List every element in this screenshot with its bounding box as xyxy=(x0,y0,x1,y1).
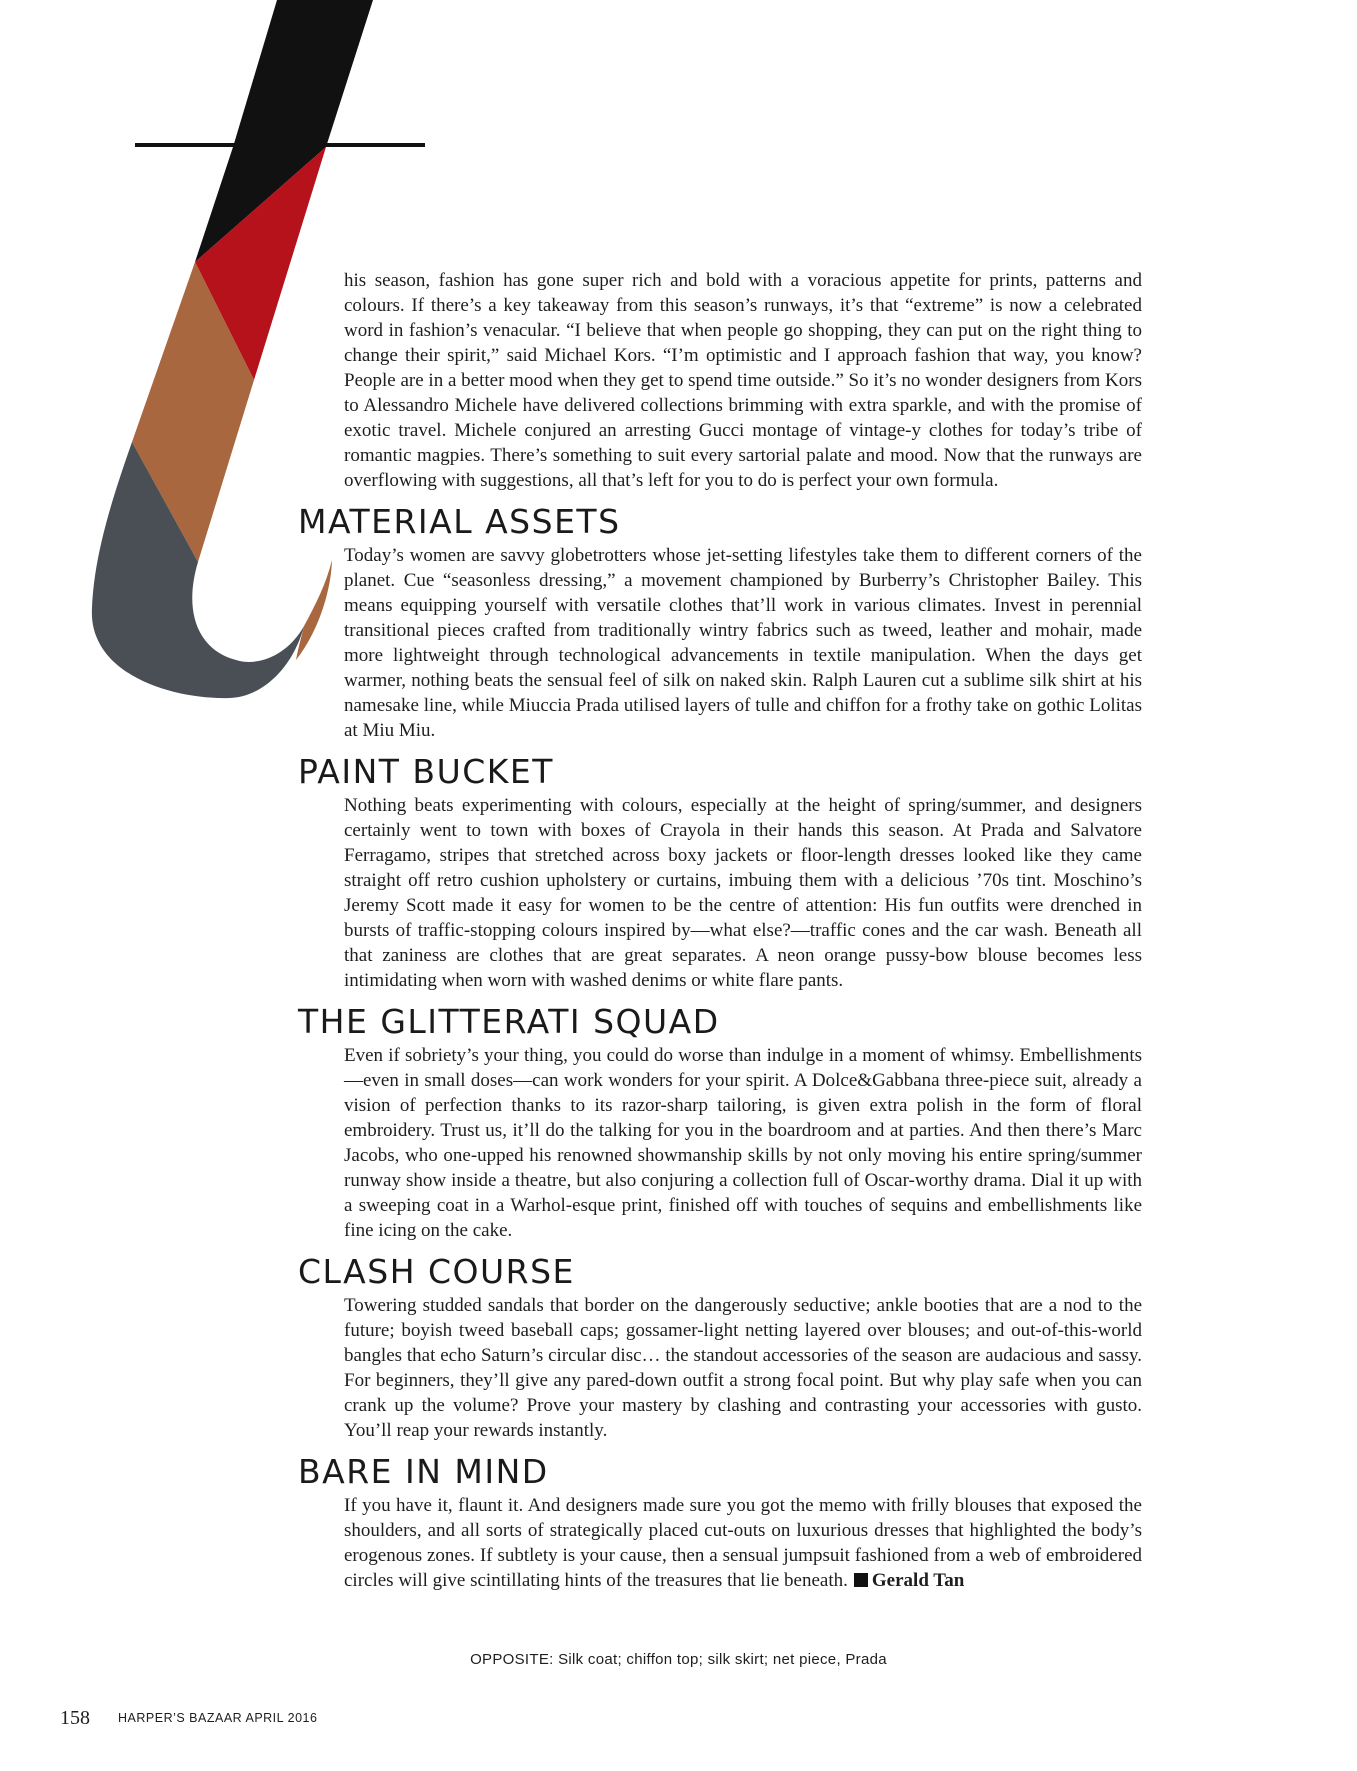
bare-in-mind-text: If you have it, flaunt it. And designers made sure you got the memo with frilly blouses that exposed the shoulders, and all sorts of strategically placed cut-outs on luxurious dresses that highlighted the body’s erogenous zones. If subtlety is your cause, then a sensual jumpsuit fashioned from a web of embroidered circles will give scintillating hints of the treasures that lie beneath. xyxy=(344,1495,1142,1591)
page-number: 158 xyxy=(60,1707,90,1729)
section-body-material-assets: Today’s women are savvy globetrotters whose jet-setting lifestyles take them to different corners of the planet. Cue “seasonless dressing,” a movement championed by Burberry’s Christopher Bailey. This means equipping yourself with versatile clothes that’ll work in various climates. Invest in perennial transitional pieces crafted from traditionally wintry fabrics such as tweed, leather and mohair, made more lightweight through technological advancements in textile manipulation. When the days get warmer, nothing beats the sensual feel of silk on naked skin. Ralph Lauren cut a sublime silk shirt at his namesake line, while Miuccia Prada utilised layers of tulle and chiffon for a frothy take on gothic Lolitas at Miu Miu. xyxy=(344,545,1142,741)
folio xyxy=(60,1707,317,1730)
section-heading-material-assets: MATERIAL ASSETS xyxy=(298,502,621,541)
section-heading-clash-course: CLASH COURSE xyxy=(298,1252,575,1291)
magazine-issue: HARPER’S BAZAAR APRIL 2016 xyxy=(118,1711,318,1725)
end-mark-icon xyxy=(854,1573,868,1587)
section-heading-bare-in-mind: BARE IN MIND xyxy=(298,1452,549,1491)
intro-paragraph: his season, fashion has gone super rich and bold with a voracious appetite for prints, patterns and colours. If there’s a key takeaway from this season’s runways, it’s that “extreme” is now a celebrated word in fashion’s venacular. “I believe that when people go shopping, they can put on the right thing to change their spirit,” said Michael Kors. “I’m optimistic and I approach fashion that way, you know? People are in a better mood when they get to spend time outside.” So it’s no wonder designers from Kors to Alessandro Michele have delivered collections brimming with extra sparkle, and with the promise of exotic travel. Michele conjured an arresting Gucci montage of vintage-y clothes for today’s tribe of romantic magpies. There’s something to suit every sartorial palate and mood. Now that the runways are overflowing with suggestions, all that’s left for you to do is perfect your own formula. xyxy=(344,270,1142,491)
section-body-bare-in-mind xyxy=(344,1493,1142,1593)
dropcap-crossbar xyxy=(135,143,425,147)
section-body-clash-course: Towering studded sandals that border on the dangerously seductive; ankle booties that are a nod to the future; boyish tweed baseball caps; gossamer-light netting layered over blouses; and out-of-this-world bangles that echo Saturn’s circular disc… the standout accessories of the season are audacious and sassy. For beginners, they’ll give any pared-down outfit a strong focal point. But why play safe when you can crank up the volume? Prove your mastery by clashing and contrasting your accessories with gusto. You’ll reap your rewards instantly. xyxy=(344,1295,1142,1441)
section-heading-glitterati-squad: THE GLITTERATI SQUAD xyxy=(298,1002,720,1041)
section-body-paint-bucket: Nothing beats experimenting with colours, especially at the height of spring/summer, and designers certainly went to town with boxes of Crayola in their hands this season. At Prada and Salvatore Ferragamo, stripes that stretched across boxy jackets or floor-length dresses looked like they came straight off retro cushion upholstery or curtains, imbuing them with a delicious ’70s tint. Moschino’s Jeremy Scott made it easy for women to be the centre of attention: His fun outfits were drenched in bursts of traffic-stopping colours inspired by—what else?—traffic cones and the car wash. Beneath all that zaniness are clothes that are great separates. A neon orange pussy-bow blouse becomes less intimidating when worn with washed denims or white flare pants. xyxy=(344,795,1142,991)
dropcap-black-band xyxy=(233,0,373,147)
photo-caption: OPPOSITE: Silk coat; chiffon top; silk skirt; net piece, Prada xyxy=(470,1651,887,1668)
section-heading-paint-bucket: PAINT BUCKET xyxy=(298,752,554,791)
article-body xyxy=(298,268,1142,1593)
byline: Gerald Tan xyxy=(871,1570,965,1591)
section-body-glitterati-squad: Even if sobriety’s your thing, you could do worse than indulge in a moment of whimsy. Embellishments—even in small doses—can work wonders for your spirit. A Dolce&Gabbana three-piece suit, already a vision of perfection thanks to its razor-sharp tailoring, is given extra polish in the form of floral embroidery. Trust us, it’ll do the talking for you in the boardroom and at parties. And then there’s Marc Jacobs, who one-upped his renowned showmanship skills by not only moving his entire spring/summer runway show inside a theatre, but also conjuring a collection full of Oscar-worthy drama. Dial it up with a sweeping coat in a Warhol-esque print, finished off with touches of sequins and embellishments like fine icing on the cake. xyxy=(344,1045,1142,1241)
